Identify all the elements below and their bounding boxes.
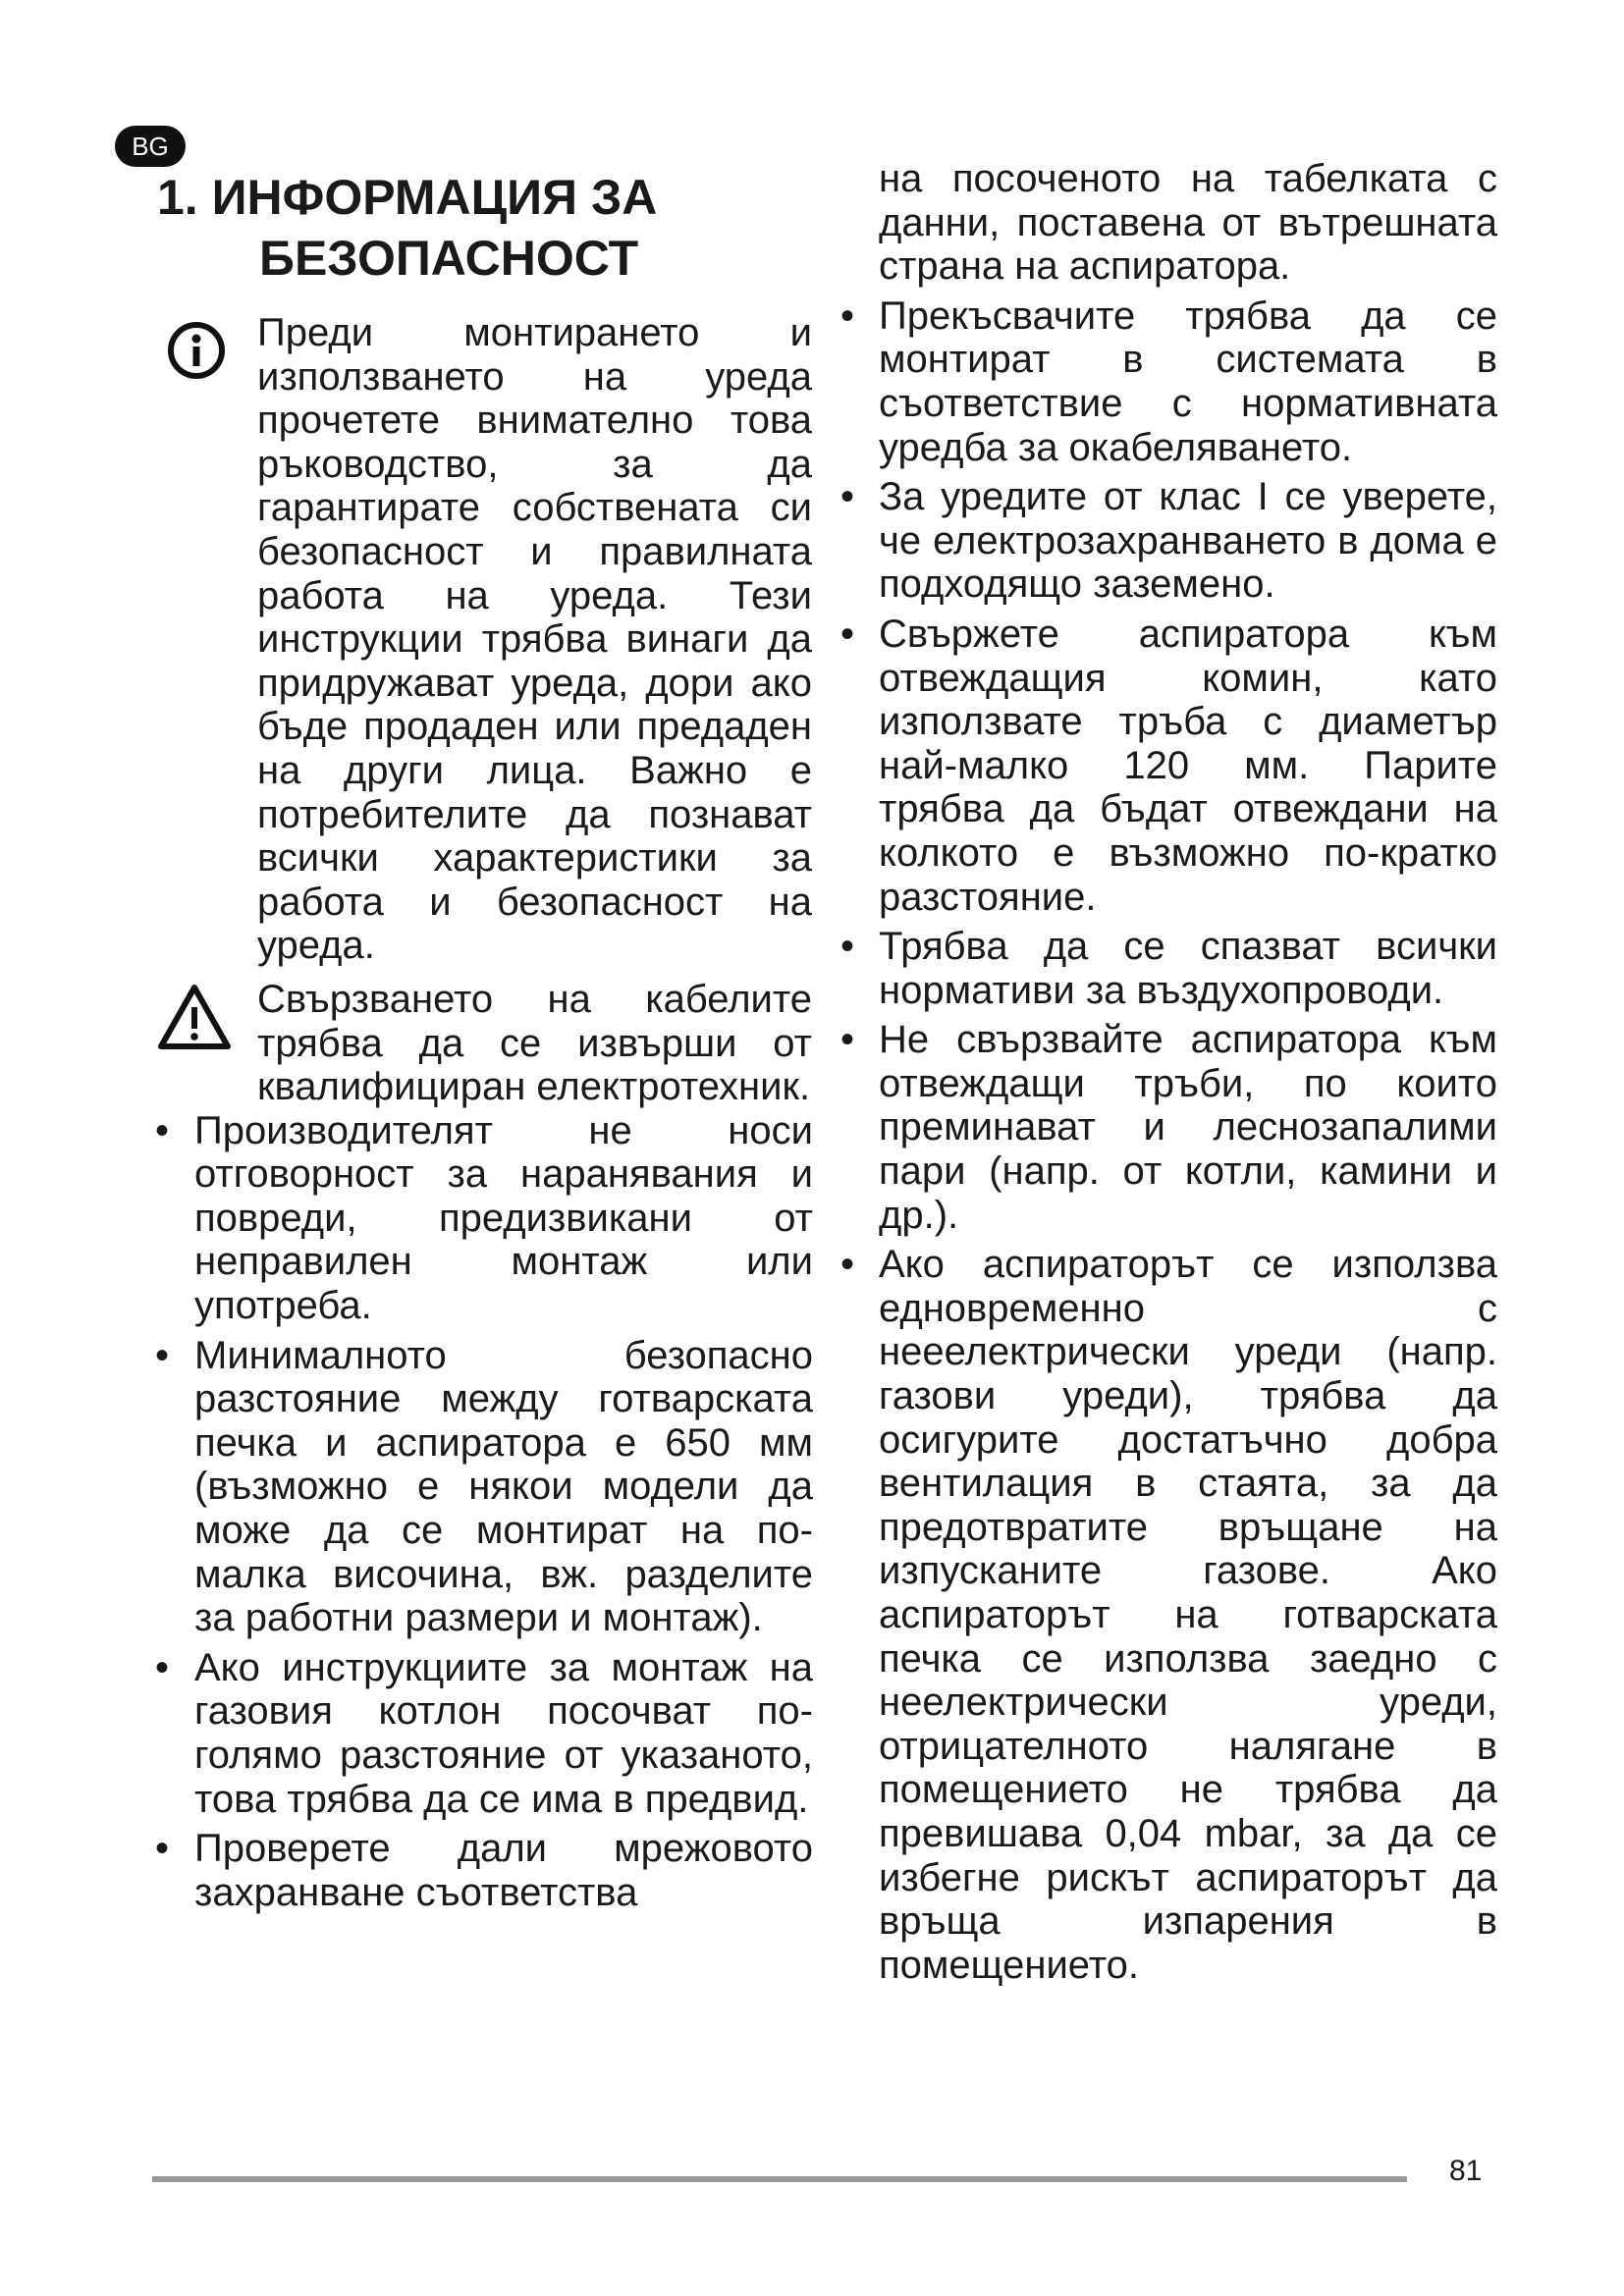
warning-text: Свързването на кабелите трябва да се извърши от квалифициран електротехник.	[257, 977, 812, 1109]
list-item-text: Свържете аспиратора към отвеждащия комин, като използвате тръба с диаметър най-малко 120 мм. Парите трябва да бъдат отвеждани на колкото е възможно по-кратко разстояние.	[879, 612, 1497, 919]
bullet-glyph: •	[840, 1243, 855, 1287]
list-item	[147, 1827, 815, 1914]
list-item-text: Проверете дали мрежовото захранване съответства	[194, 1827, 813, 1914]
list-item-text: Минималното безопасно разстояние между готварската печка и аспиратора е 650 мм (възможно е някои модели да може да се монтират на по-малка височина, вж. разделите за работни размери и монтаж).	[194, 1333, 813, 1640]
title-line-1: 1. ИНФОРМАЦИЯ ЗА	[157, 170, 658, 225]
list-item	[833, 294, 1500, 469]
list-item-text: За уредите от клас I се уверете, че електрозахранването в дома е подходящо заземено.	[879, 475, 1497, 607]
list-item-text: Ако аспираторът се използва едновременно с нееелектрически уреди (напр. газови уреди), трябва да осигурите достатъчно добра вентилация в стаята, за да предотвратите връщане на изпусканите газове. Ако аспираторът на готварската печка се използва заедно с неелектрически уреди, отрицателното налягане в помещението не трябва да превишава 0,04 mbar, за да се избегне рискът аспираторът да връща изпарения в помещението.	[879, 1243, 1497, 1987]
list-item	[833, 613, 1500, 919]
bullet-glyph: •	[840, 294, 855, 338]
list-item	[833, 475, 1500, 607]
bullet-glyph: •	[840, 1018, 855, 1062]
bullet-glyph: •	[155, 1108, 170, 1152]
left-column	[147, 311, 815, 1920]
list-item	[147, 1109, 815, 1328]
continued-text	[833, 157, 1500, 289]
list-item-text: Трябва да се спазват всички нормативи за въздухопроводи.	[879, 925, 1497, 1012]
bullet-glyph: •	[155, 1645, 170, 1689]
list-item	[833, 925, 1500, 1012]
bullet-glyph: •	[155, 1333, 170, 1377]
list-item-text: Ако инструкциите за монтаж на газовия котлон посочват по-голямо разстояние от указаното, това трябва да се има в предвид.	[194, 1645, 813, 1821]
bullet-glyph: •	[840, 925, 855, 969]
continued-paragraph: на посоченото на табелката с данни, поставена от вътрешната страна на аспиратора.	[879, 157, 1497, 289]
footer-divider	[152, 2176, 1407, 2182]
right-column	[833, 157, 1500, 1993]
page-number: 81	[1449, 2155, 1483, 2187]
list-item-text: Прекъсвачите трябва да се монтират в системата в съответствие с нормативната уредба за окабеляването.	[879, 294, 1497, 469]
list-item-text: Производителят не носи отговорност за наранявания и повреди, предизвикани от неправилен монтаж или употреба.	[194, 1108, 813, 1328]
bullet-glyph: •	[155, 1827, 170, 1871]
list-item	[147, 1646, 815, 1821]
title-line-2: БЕЗОПАСНОСТ	[259, 231, 639, 286]
info-text: Преди монтирането и използването на уреда прочетете внимателно това ръководство, за да гарантирате собствената си безопасност и правилната работа на уреда. Тези инструкции трябва винаги да придружават уреда, дори ако бъде продаден или предаден на други лица. Важно е потребителите да познават всички характеристики за работа и безопасност на уреда.	[257, 311, 812, 968]
bullet-glyph: •	[840, 475, 855, 519]
warning-notice	[147, 978, 815, 1109]
bullet-glyph: •	[840, 612, 855, 656]
info-icon	[165, 319, 228, 382]
info-notice	[147, 311, 815, 968]
list-item	[833, 1018, 1500, 1237]
list-item-text: Не свързвайте аспиратора към отвеждащи тръби, по които преминават и леснозапалими пари (напр. от котли, камини и др.).	[879, 1018, 1497, 1237]
warning-icon	[155, 982, 234, 1052]
page-title	[157, 167, 707, 289]
list-item	[147, 1334, 815, 1640]
language-badge: BG	[115, 126, 186, 167]
list-item	[833, 1243, 1500, 1987]
